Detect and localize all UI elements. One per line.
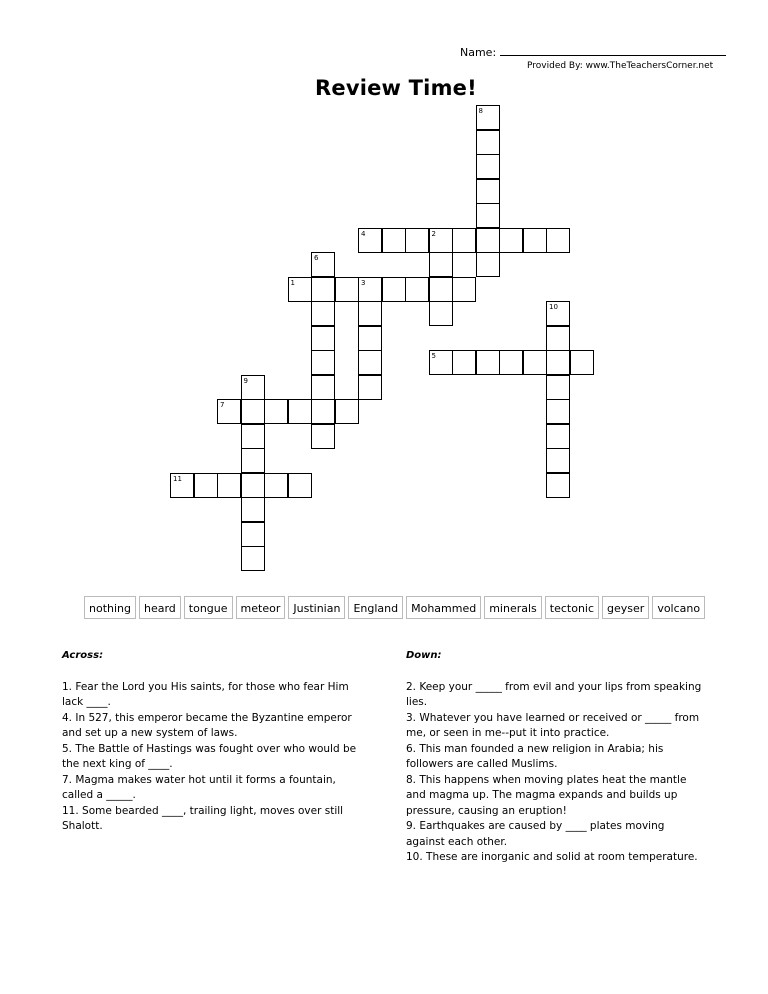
grid-cell[interactable] [358, 350, 382, 375]
grid-cell[interactable] [241, 497, 265, 522]
grid-cell[interactable] [382, 228, 406, 253]
grid-cell[interactable] [335, 399, 359, 424]
across-clues [62, 648, 362, 835]
name-label: Name: [460, 46, 497, 59]
grid-cell[interactable] [241, 522, 265, 547]
down-clue: 2. Keep your _____ from evil and your lips from speaking lies. [406, 680, 702, 708]
clue-number: 7 [220, 401, 225, 409]
word-bank-item: minerals [484, 596, 542, 619]
down-clue: 8. This happens when moving plates heat the mantle and magma up. The magma expands and builds up pressure, causing an eruption! [406, 773, 687, 817]
grid-cell[interactable] [335, 277, 359, 302]
grid-cell[interactable] [358, 228, 382, 253]
grid-cell[interactable] [476, 203, 500, 228]
grid-cell[interactable] [523, 228, 547, 253]
grid-cell[interactable] [382, 277, 406, 302]
clue-number: 11 [173, 474, 182, 483]
grid-cell[interactable] [546, 424, 570, 449]
grid-cell[interactable] [523, 350, 547, 375]
grid-cell[interactable] [288, 399, 312, 424]
grid-cell[interactable] [241, 473, 265, 498]
down-clue: 9. Earthquakes are caused by ____ plates moving against each other. [406, 820, 665, 848]
grid-cell[interactable] [241, 375, 265, 400]
grid-cell[interactable] [546, 399, 570, 424]
grid-cell[interactable] [311, 252, 335, 277]
grid-cell[interactable] [311, 350, 335, 375]
word-bank-item: tectonic [545, 596, 599, 619]
grid-cell[interactable] [241, 546, 265, 571]
clue-number: 2 [431, 229, 436, 238]
grid-cell[interactable] [311, 277, 335, 302]
grid-cell[interactable] [452, 350, 476, 375]
grid-cell[interactable] [546, 375, 570, 400]
down-clue: 3. Whatever you have learned or received or _____ from me, or seen in me--put it into practice. [406, 711, 700, 739]
grid-cell[interactable] [546, 301, 570, 326]
word-bank-item: England [348, 596, 403, 619]
clue-number: 3 [361, 278, 366, 287]
grid-cell[interactable] [499, 228, 523, 253]
grid-cell[interactable] [217, 399, 241, 424]
word-bank-item: volcano [652, 596, 705, 619]
word-bank-item: meteor [236, 596, 286, 619]
grid-cell[interactable] [452, 277, 476, 302]
word-bank-item: nothing [84, 596, 136, 619]
grid-cell[interactable] [546, 473, 570, 498]
grid-cell[interactable] [241, 424, 265, 449]
grid-cell[interactable] [311, 375, 335, 400]
grid-cell[interactable] [476, 105, 500, 130]
grid-cell[interactable] [405, 228, 429, 253]
grid-cell[interactable] [311, 326, 335, 351]
grid-cell[interactable] [476, 228, 500, 253]
clue-number: 8 [478, 107, 483, 115]
clue-number: 10 [549, 303, 558, 311]
grid-cell[interactable] [429, 277, 453, 302]
grid-cell[interactable] [499, 350, 523, 375]
down-clues [406, 648, 706, 866]
page-title: Review Time! [315, 76, 477, 100]
grid-cell[interactable] [429, 252, 453, 277]
across-clue: 11. Some bearded ____, trailing light, moves over still Shalott. [62, 804, 344, 832]
grid-cell[interactable] [546, 350, 570, 375]
name-input-line[interactable] [500, 45, 726, 56]
grid-cell[interactable] [546, 448, 570, 473]
grid-cell[interactable] [288, 277, 312, 302]
grid-cell[interactable] [476, 130, 500, 155]
word-bank-item: geyser [602, 596, 649, 619]
down-clue: 10. These are inorganic and solid at room temperature. [406, 851, 698, 863]
provided-by: Provided By: www.TheTeachersCorner.net [527, 61, 714, 71]
grid-cell[interactable] [170, 473, 194, 498]
name-line [460, 45, 726, 59]
clue-number: 4 [361, 229, 366, 238]
across-clue: 7. Magma makes water hot until it forms a fountain, called a _____. [62, 773, 336, 801]
grid-cell[interactable] [358, 277, 382, 302]
grid-cell[interactable] [311, 301, 335, 326]
across-heading: Across: [62, 650, 104, 661]
grid-cell[interactable] [264, 399, 288, 424]
grid-cell[interactable] [476, 350, 500, 375]
grid-cell[interactable] [241, 399, 265, 424]
grid-cell[interactable] [476, 154, 500, 179]
grid-cell[interactable] [288, 473, 312, 498]
grid-cell[interactable] [194, 473, 218, 498]
word-bank-item: heard [139, 596, 181, 619]
grid-cell[interactable] [546, 326, 570, 351]
clue-number: 9 [243, 376, 248, 385]
grid-cell[interactable] [452, 228, 476, 253]
word-bank-item: tongue [184, 596, 233, 619]
grid-cell[interactable] [217, 473, 241, 498]
clue-number: 5 [431, 352, 436, 360]
grid-cell[interactable] [358, 301, 382, 326]
clue-number: 1 [290, 278, 295, 287]
grid-cell[interactable] [241, 448, 265, 473]
grid-cell[interactable] [358, 326, 382, 351]
across-clue: 4. In 527, this emperor became the Byzantine emperor and set up a new system of laws. [62, 711, 352, 739]
word-bank-item: Mohammed [406, 596, 481, 619]
down-heading: Down: [406, 650, 442, 661]
grid-cell[interactable] [546, 228, 570, 253]
down-clue: 6. This man founded a new religion in Arabia; his followers are called Muslims. [406, 742, 664, 770]
grid-cell[interactable] [429, 301, 453, 326]
grid-cell[interactable] [429, 350, 453, 375]
grid-cell[interactable] [311, 424, 335, 449]
grid-cell[interactable] [405, 277, 429, 302]
grid-cell[interactable] [358, 375, 382, 400]
grid-cell[interactable] [476, 252, 500, 277]
grid-cell[interactable] [570, 350, 594, 375]
grid-cell[interactable] [311, 399, 335, 424]
clue-number: 6 [314, 254, 319, 262]
grid-cell[interactable] [476, 179, 500, 204]
across-clue: 5. The Battle of Hastings was fought over who would be the next king of ____. [62, 742, 357, 770]
across-clue: 1. Fear the Lord you His saints, for those who fear Him lack ____. [62, 680, 349, 708]
word-bank [84, 596, 705, 619]
grid-cell[interactable] [429, 228, 453, 253]
word-bank-item: Justinian [288, 596, 345, 619]
grid-cell[interactable] [264, 473, 288, 498]
